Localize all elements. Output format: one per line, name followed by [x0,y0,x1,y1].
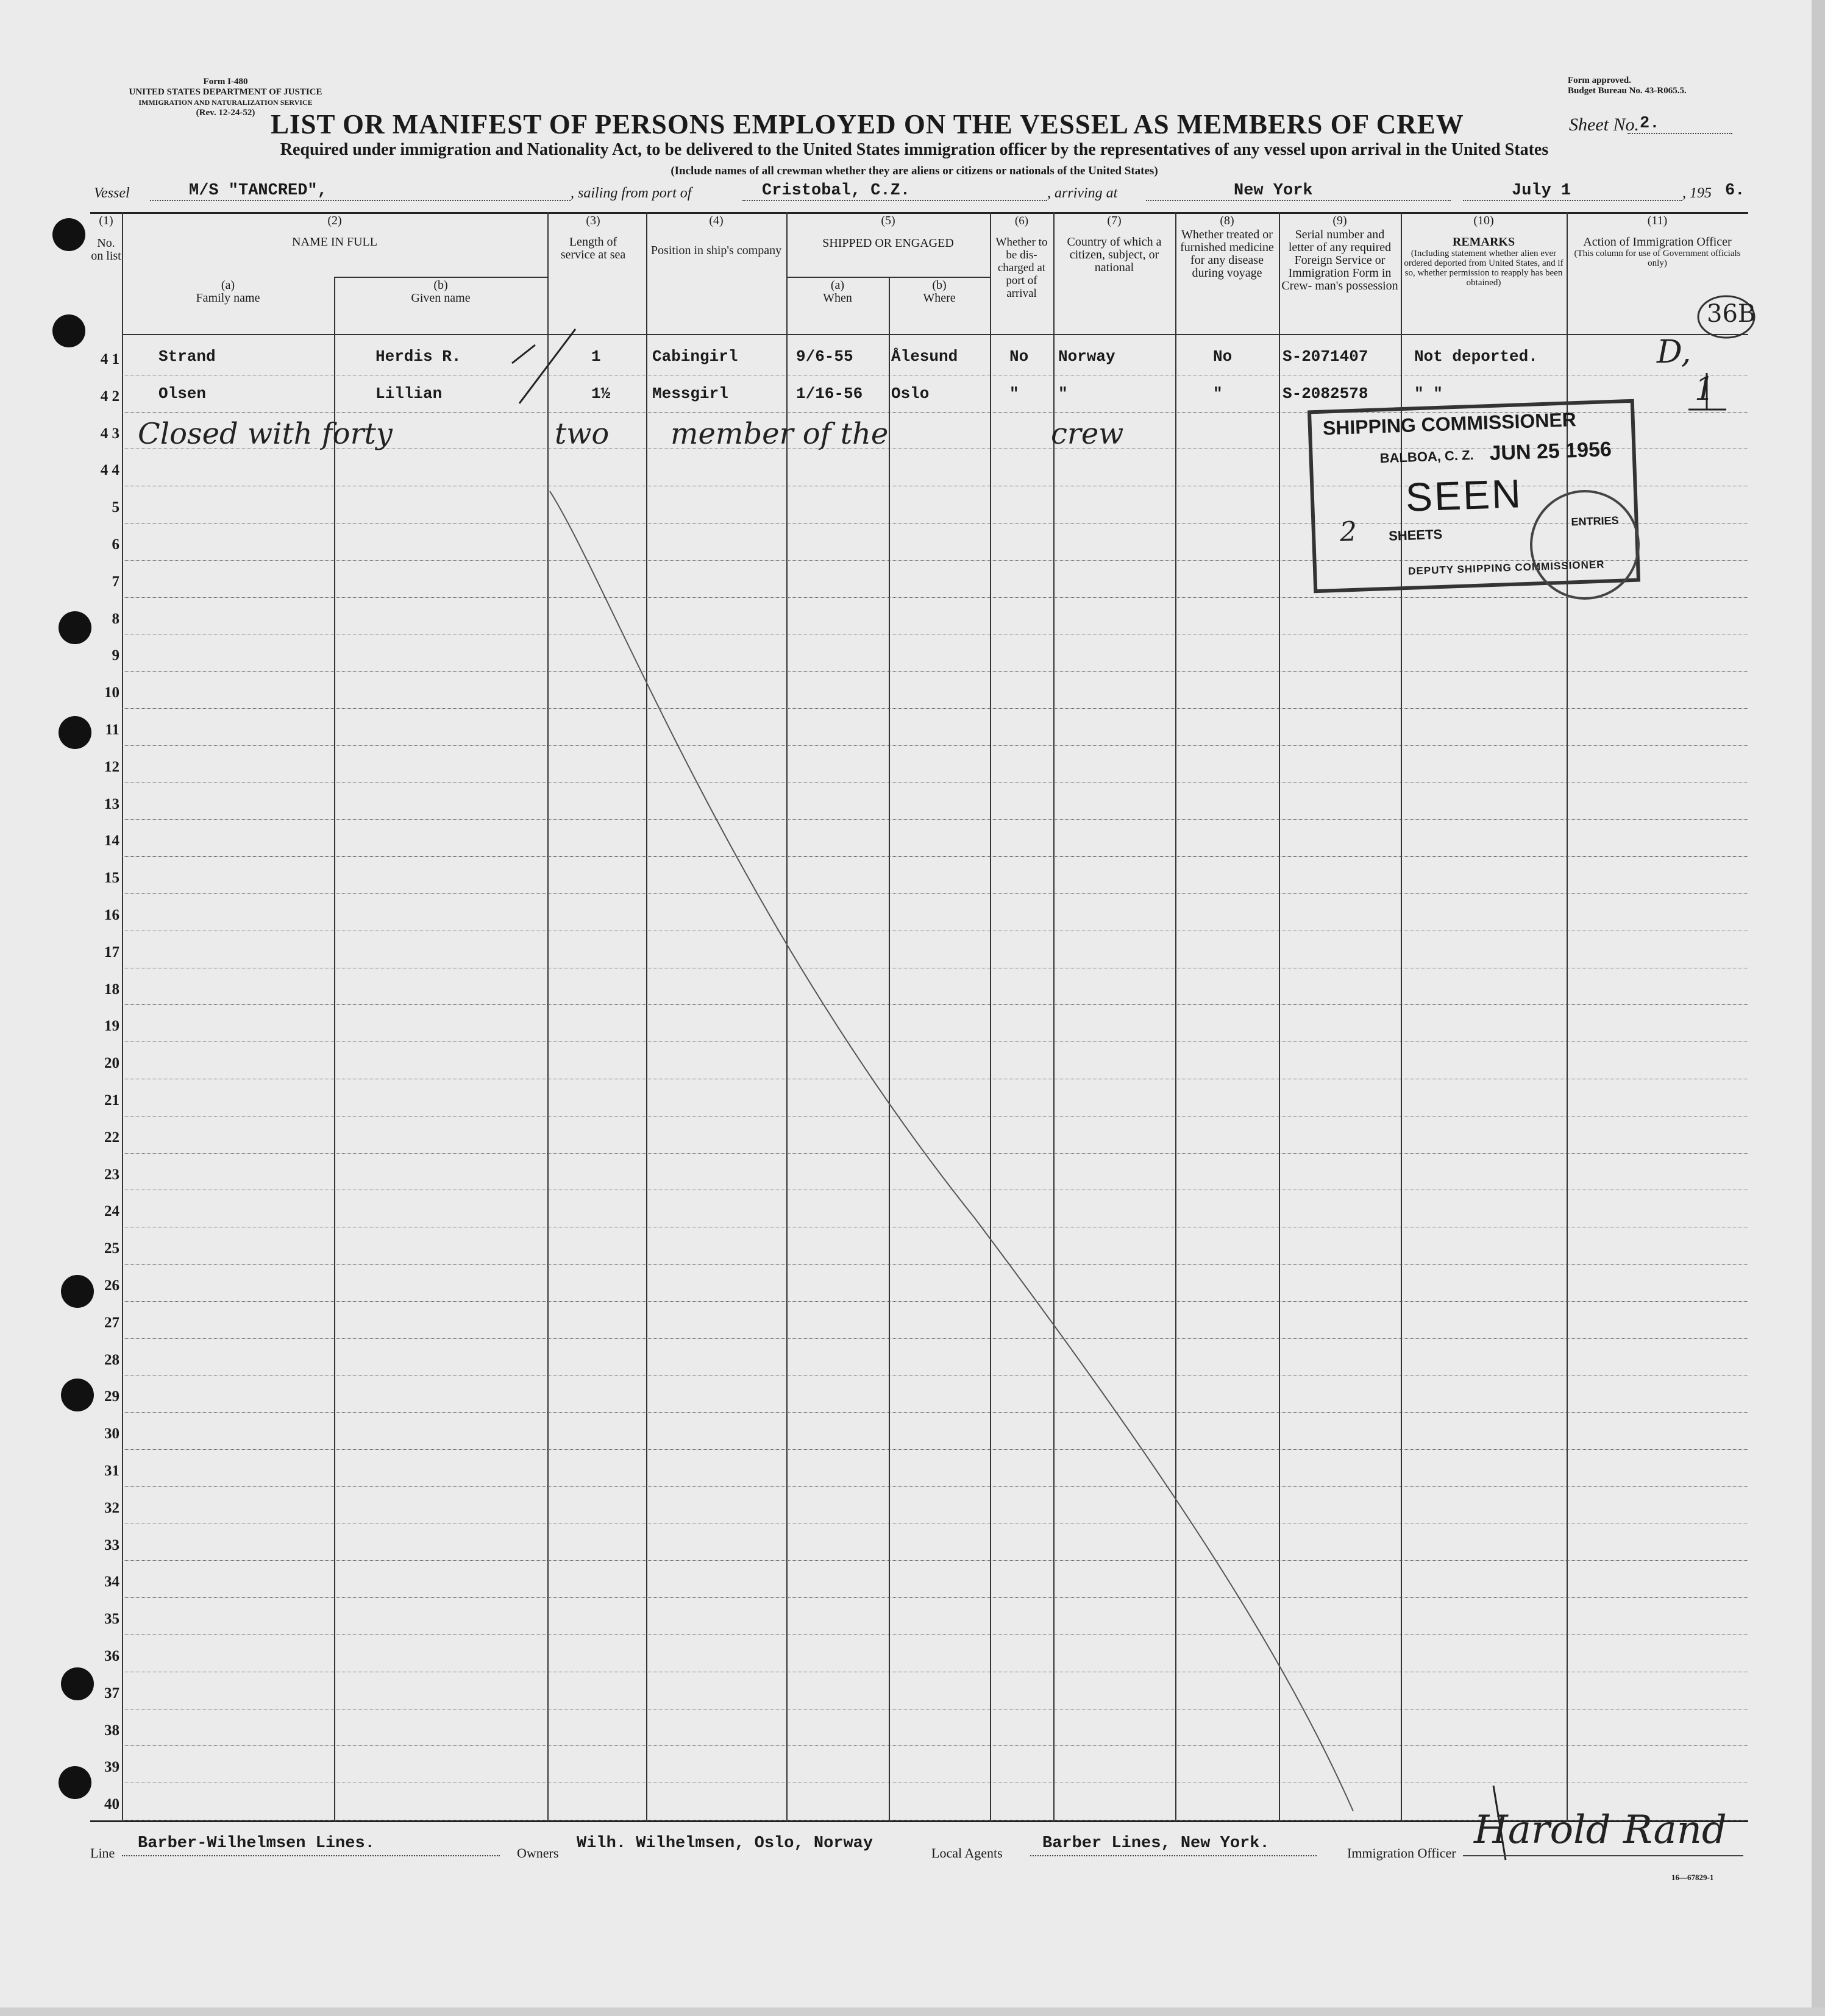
form-code: 16—67829-1 [1671,1873,1714,1882]
col-10-label: REMARKS [1452,235,1515,249]
col-6-num: (6) [1014,215,1029,227]
row-number: 26 [104,1277,119,1294]
agents-value: Barber Lines, New York. [1042,1834,1270,1853]
entry-position: Messgirl [652,385,728,403]
entry-when: 9/6-55 [796,347,853,366]
row-number: 31 [104,1463,119,1479]
officer-label: Immigration Officer [1347,1845,1456,1861]
sheet-label: Sheet No. [1569,115,1639,135]
row-number: 39 [104,1759,119,1776]
col-10-note: (Including statement whether alien ever ordered deported from United States, and if so, whether permission to reapply has been obtained) [1404,249,1564,288]
row-number: 38 [104,1722,119,1739]
row-number: 15 [104,870,119,887]
stamp-line2: BALBOA, C. Z. [1379,447,1475,466]
col-8-label: Whether treated or furnished medicine for any disease during voyage [1180,228,1274,280]
row-number: 4 3 [100,425,119,442]
row-number: 20 [104,1055,119,1072]
year-prefix: , 195 [1682,185,1712,201]
row-number: 27 [104,1314,119,1331]
stamp-footer: DEPUTY SHIPPING COMMISSIONER [1407,558,1605,577]
budget-bureau: Budget Bureau No. 43-R065.5. [1568,86,1687,96]
row-number: 34 [104,1574,119,1591]
entry-action: 1 [1695,371,1715,408]
col-2a-num: (a) [221,279,235,292]
line-value: Barber-Wilhelmsen Lines. [138,1834,375,1853]
row-number: 7 [112,573,119,590]
entry-service: 1½ [591,385,611,403]
row-number: 5 [112,499,119,516]
row-number: 6 [112,536,119,553]
col-4-num: (4) [709,214,724,227]
closing-note-4: crew [1051,417,1124,451]
entry-serial: S-2082578 [1282,385,1368,403]
col-1-num: (1) [99,214,113,227]
row-number: 36 [104,1648,119,1664]
tag-note: 36B [1707,300,1756,328]
entry-service: 1 [591,347,601,366]
line-underline [122,1855,500,1856]
entry-position: Cabingirl [652,347,738,366]
col-4-label: Position in ship's company [650,244,782,257]
col-5-num: (5) [881,214,895,227]
sheet-number: 2. [1640,115,1660,133]
row-number: 35 [104,1611,119,1628]
entry-given: Lillian [375,385,443,403]
owners-value: Wilh. Wilhelmsen, Oslo, Norway [577,1834,873,1853]
stamp-date: JUN 25 1956 [1489,438,1612,466]
entry-action: D, [1657,334,1692,371]
entry-treated: No [1213,347,1233,366]
col-11-note: (This column for use of Government officials only) [1574,249,1741,268]
col-5b-label: Where [923,291,956,305]
col-7-num: (7) [1107,214,1122,227]
entry-given: Herdis R. [375,347,461,366]
col-7-label: Country of which a citizen, subject, or national [1067,235,1162,274]
col-2-label: NAME IN FULL [292,235,377,249]
col-6-label: Whether to be dis- charged at port of arrival [995,236,1048,300]
vessel-name: M/S "TANCRED", [189,182,327,200]
form-subtitle-note: (Include names of all crewman whether they are aliens or citizens or nationals of the United States) [671,165,1158,177]
form-subtitle: Required under immigration and Nationality Act, to be delivered to the United States immigration officer by the representatives of any vessel upon arrival in the United States [280,140,1549,159]
row-number: 14 [104,832,119,850]
row-number: 17 [104,943,119,960]
form-title: LIST OR MANIFEST OF PERSONS EMPLOYED ON THE VESSEL AS MEMBERS OF CREW [271,109,1464,140]
row-number: 24 [104,1203,119,1220]
col-5b-num: (b) [932,279,947,292]
col-3-label: Length of service at sea [560,235,626,261]
row-number: 9 [112,647,119,664]
row-number: 4 2 [100,388,119,405]
row-number: 4 4 [100,462,119,479]
row-number: 30 [104,1425,119,1443]
row-number: 21 [104,1092,119,1109]
row-number: 19 [104,1018,119,1035]
entry-treated: " [1213,385,1223,403]
entry-remarks: Not deported. [1414,347,1538,366]
entry-where: Ålesund [891,347,958,366]
entry-family: Olsen [158,385,207,403]
arrival-date: July 1 [1512,182,1571,200]
col-5-label: SHIPPED OR ENGAGED [822,236,954,250]
row-number: 33 [104,1536,119,1553]
department-name: UNITED STATES DEPARTMENT OF JUSTICE [129,87,322,97]
entry-when: 1/16-56 [796,385,863,403]
line-label: Line [90,1845,115,1861]
year-digit: 6. [1725,182,1745,200]
entry-discharged: " [1009,385,1019,403]
row-number: 10 [104,684,119,701]
row-number: 23 [104,1166,119,1183]
entry-country: Norway [1058,347,1115,366]
stamp-seen: SEEN [1404,470,1523,520]
row-number: 32 [104,1499,119,1516]
closing-note-2: two [555,417,610,451]
col-5a-num: (a) [830,279,845,292]
officer-underline [1463,1855,1743,1856]
round-stamp [1518,484,1652,606]
stamp-sheets: SHEETS [1388,526,1443,544]
col-2-num: (2) [327,214,342,227]
arriving-label: , arriving at [1047,185,1118,201]
sailing-port: Cristobal, C.Z. [762,182,911,200]
form-revision: (Rev. 12-24-52) [196,108,255,118]
entry-serial: S-2071407 [1282,347,1368,366]
entry-where: Oslo [891,385,930,403]
closing-note-1: Closed with forty [138,417,393,451]
closing-note-3: member of the [671,417,889,451]
vessel-label: Vessel [94,185,130,201]
col-2b-num: (b) [433,279,448,292]
entry-discharged: No [1009,347,1029,366]
col-1-label: No. on list [91,236,121,263]
form-approved: Form approved. [1568,76,1631,85]
stamp-sheet-count: 2 [1339,516,1357,548]
row-number: 22 [104,1129,119,1146]
col-11-num: (11) [1647,214,1668,227]
entry-remarks: " " [1414,385,1443,403]
row-number: 11 [105,722,119,738]
col-2b-label: Given name [411,291,471,305]
owners-label: Owners [517,1845,559,1861]
row-number: 18 [104,981,119,998]
row-number: 16 [104,907,119,923]
sailing-label: , sailing from port of [571,185,692,201]
row-number: 13 [104,795,119,812]
col-11-label: Action of Immigration Officer [1583,235,1732,249]
arrival-port: New York [1234,182,1313,200]
entry-country: " [1058,385,1068,403]
col-10-num: (10) [1473,214,1494,227]
row-number: 8 [112,610,119,627]
col-3-num: (3) [586,214,600,227]
service-name: IMMIGRATION AND NATURALIZATION SERVICE [138,98,313,107]
col-9-num: (9) [1332,214,1347,227]
stamp-line1: SHIPPING COMMISSIONER [1322,408,1577,439]
col-8-num: (8) [1220,214,1234,227]
col-5a-label: When [823,291,852,305]
row-number: 4 1 [100,351,119,367]
row-number: 29 [104,1388,119,1405]
row-number: 25 [104,1240,119,1257]
agents-underline [1030,1855,1317,1856]
agents-label: Local Agents [931,1845,1003,1861]
officer-signature: Harold Rand [1474,1808,1727,1853]
entry-family: Strand [158,347,216,366]
row-number: 40 [104,1796,119,1813]
row-number: 37 [104,1684,119,1702]
row-number: 28 [104,1351,119,1368]
col-9-label: Serial number and letter of any required Foreign Service or Immigration Form in Crew- man's possession [1281,228,1398,293]
row-number: 12 [104,758,119,775]
stamp-entries: ENTRIES [1571,514,1619,528]
col-2a-label: Family name [196,291,260,305]
form-number: Form I-480 [203,77,248,87]
